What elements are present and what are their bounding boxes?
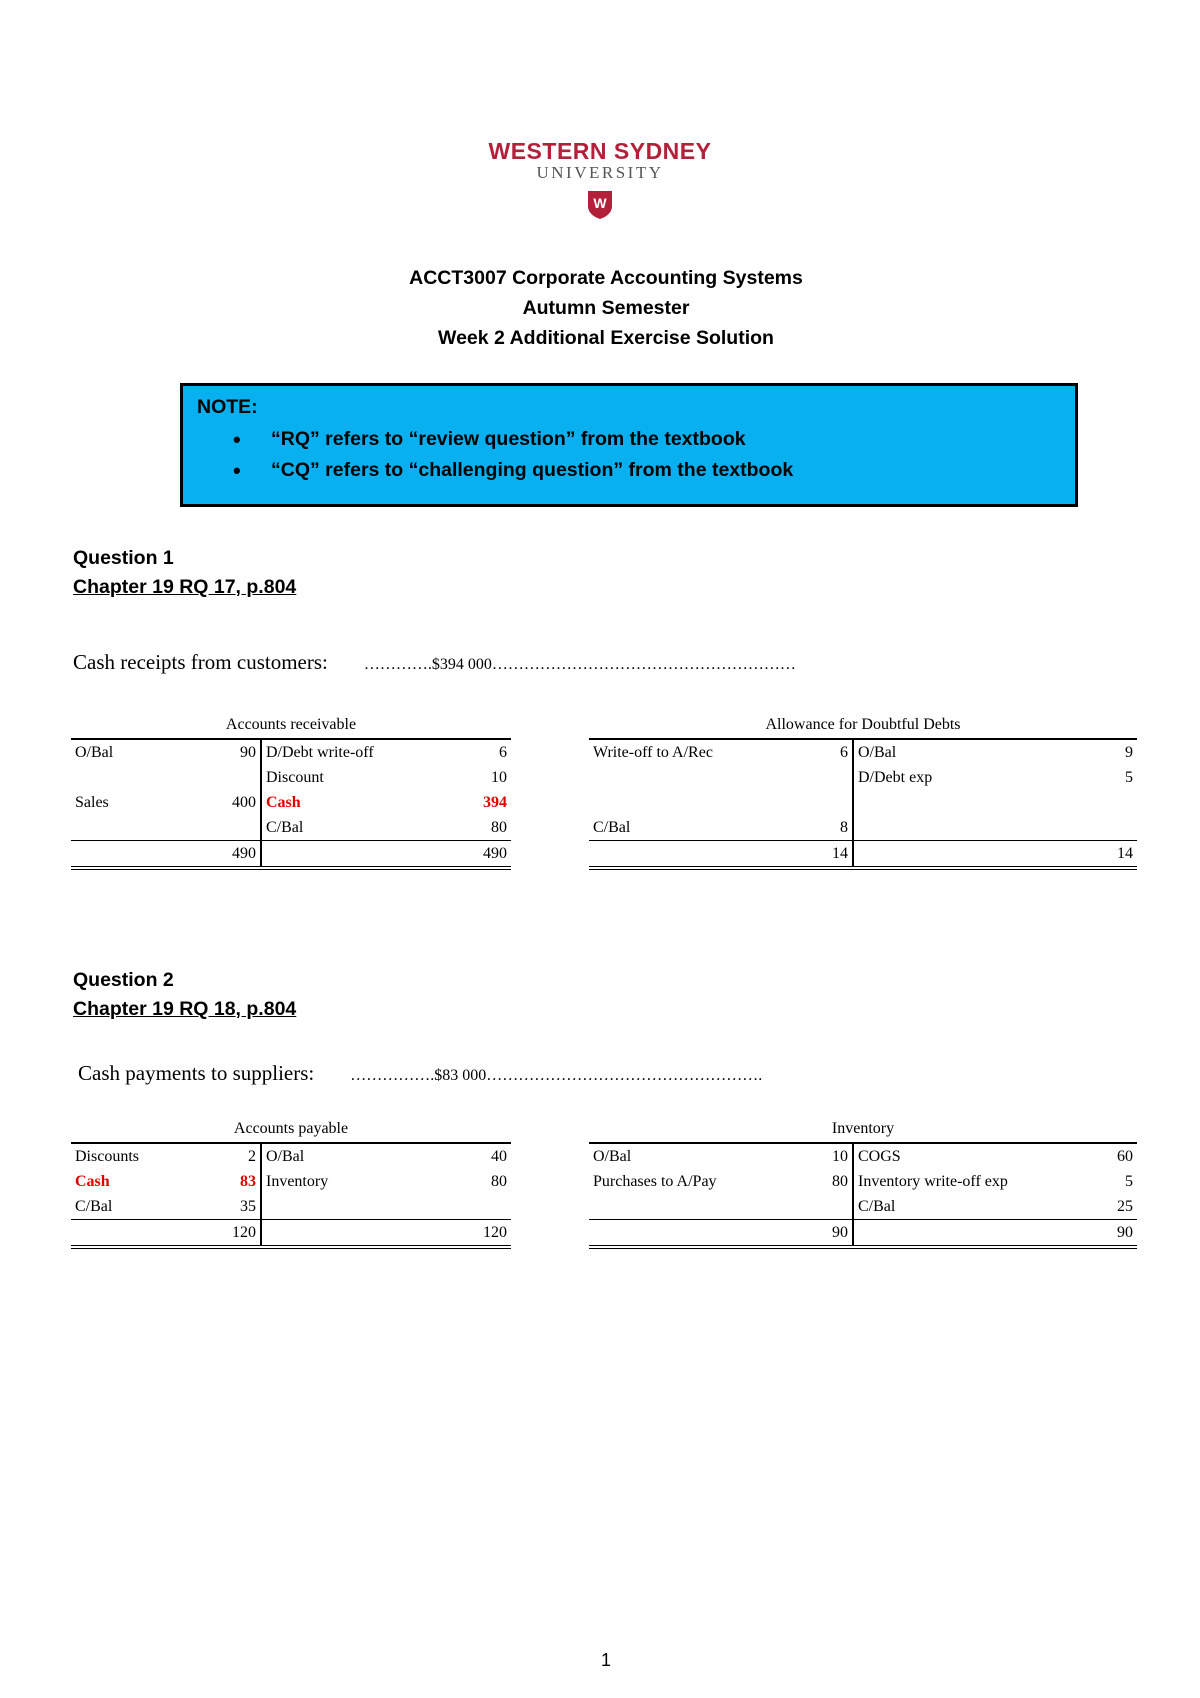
credit-amount: 80 xyxy=(491,1172,507,1190)
page-number: 1 xyxy=(600,1650,611,1670)
debit-label: O/Bal xyxy=(75,743,114,761)
debit-amount xyxy=(789,790,853,815)
t-account-name: Accounts payable xyxy=(233,1120,349,1137)
t-account-accounts-payable xyxy=(71,1120,511,1249)
table-row xyxy=(589,739,1137,765)
debit-amount xyxy=(191,765,261,790)
t-account-name: Allowance for Doubtful Debts xyxy=(765,716,961,733)
total-credit: 90 xyxy=(1073,1220,1137,1248)
credit-amount: 80 xyxy=(431,815,511,841)
exercise-title: Week 2 Additional Exercise Solution xyxy=(438,327,774,349)
credit-label: D/Debt write-off xyxy=(266,743,374,761)
credit-amount-highlight: 394 xyxy=(483,793,507,811)
credit-label: Inventory xyxy=(266,1172,329,1190)
note-label: NOTE: xyxy=(197,396,258,418)
question2-heading xyxy=(73,966,296,1024)
total-credit: 490 xyxy=(431,841,511,869)
question2-title: Question 2 xyxy=(73,969,174,991)
debit-label xyxy=(71,765,191,790)
question1-title: Question 1 xyxy=(73,547,174,569)
t-account-allowance-doubtful-debts xyxy=(589,716,1137,870)
credit-label-highlight: Cash xyxy=(266,793,301,811)
debit-label: C/Bal xyxy=(589,815,789,841)
course-title: ACCT3007 Corporate Accounting Systems xyxy=(409,267,803,289)
total-spacer xyxy=(853,1220,1073,1248)
table-row xyxy=(71,1194,511,1220)
debit-amount: 80 xyxy=(789,1169,853,1194)
debit-amount: 35 xyxy=(191,1194,261,1220)
debit-label xyxy=(71,815,191,841)
credit-amount: 10 xyxy=(491,768,507,786)
question2-calculation xyxy=(78,1061,762,1086)
total-debit: 90 xyxy=(789,1220,853,1248)
credit-label: D/Debt exp xyxy=(858,768,933,786)
question2-reference: Chapter 19 RQ 18, p.804 xyxy=(73,998,297,1020)
question2-calc-label: Cash payments to suppliers: xyxy=(78,1061,315,1085)
total-credit: 14 xyxy=(1073,841,1137,869)
debit-label: O/Bal xyxy=(593,1147,632,1165)
shield-icon xyxy=(587,190,613,220)
t-account-table xyxy=(71,1142,511,1249)
table-row xyxy=(589,815,1137,841)
credit-amount: 5 xyxy=(1125,1172,1133,1190)
debit-label xyxy=(589,790,789,815)
question1-calc-label: Cash receipts from customers: xyxy=(73,650,328,674)
table-row xyxy=(71,739,511,765)
credit-label xyxy=(853,815,1073,841)
credit-amount: 9 xyxy=(1125,743,1133,761)
t-account-accounts-receivable xyxy=(71,716,511,870)
t-account-table xyxy=(71,738,511,870)
question2-calc-value: …………….$83 000……………………………………………. xyxy=(350,1067,763,1084)
t-account-name: Accounts receivable xyxy=(225,716,357,733)
question1-calculation xyxy=(73,650,796,675)
total-debit: 14 xyxy=(789,841,853,869)
debit-label: Sales xyxy=(75,793,109,811)
semester: Autumn Semester xyxy=(522,297,690,319)
table-row xyxy=(71,790,511,815)
total-spacer xyxy=(589,1220,789,1248)
total-row xyxy=(589,1220,1137,1248)
debit-amount xyxy=(191,815,261,841)
credit-amount: 6 xyxy=(499,743,507,761)
debit-amount: 400 xyxy=(191,790,261,815)
t-account-table xyxy=(589,738,1137,870)
total-row xyxy=(589,841,1137,869)
debit-amount xyxy=(789,1194,853,1220)
debit-amount: 8 xyxy=(789,815,853,841)
debit-amount xyxy=(789,765,853,790)
debit-amount-highlight: 83 xyxy=(191,1169,261,1194)
credit-label: C/Bal xyxy=(261,815,431,841)
logo-line1: WESTERN SYDNEY xyxy=(488,138,712,164)
t-account-name: Inventory xyxy=(831,1120,895,1137)
note-box xyxy=(180,383,1078,507)
total-spacer xyxy=(853,841,1073,869)
table-row xyxy=(71,1143,511,1169)
debit-label: Discounts xyxy=(75,1147,139,1165)
table-row xyxy=(71,765,511,790)
credit-amount: 5 xyxy=(1125,768,1133,786)
note-list xyxy=(183,424,793,486)
t-account-inventory xyxy=(589,1120,1137,1249)
credit-amount xyxy=(1073,815,1137,841)
credit-label: Discount xyxy=(266,768,324,786)
total-spacer xyxy=(71,1220,191,1248)
credit-label: Inventory write-off exp xyxy=(858,1172,1008,1190)
total-row xyxy=(71,841,511,869)
shield-letter: W xyxy=(593,195,607,211)
table-row xyxy=(589,1194,1137,1220)
credit-amount: 25 xyxy=(1073,1194,1137,1220)
table-row xyxy=(71,1169,511,1194)
table-row xyxy=(589,1169,1137,1194)
total-spacer xyxy=(261,841,431,869)
debit-amount: 2 xyxy=(191,1143,261,1169)
table-row xyxy=(589,790,1137,815)
debit-amount: 6 xyxy=(789,739,853,765)
total-credit: 120 xyxy=(431,1220,511,1248)
question1-reference: Chapter 19 RQ 17, p.804 xyxy=(73,576,297,598)
t-account-table xyxy=(589,1142,1137,1249)
credit-label: O/Bal xyxy=(266,1147,305,1165)
credit-label xyxy=(853,790,1073,815)
credit-label: O/Bal xyxy=(858,743,897,761)
table-row xyxy=(71,815,511,841)
total-spacer xyxy=(261,1220,431,1248)
credit-label xyxy=(261,1194,431,1220)
table-row xyxy=(589,1143,1137,1169)
debit-label: C/Bal xyxy=(71,1194,191,1220)
credit-label: COGS xyxy=(858,1147,901,1165)
debit-label: Write-off to A/Rec xyxy=(593,743,713,761)
note-bullet-cq: • “CQ” refers to “challenging question” from the textbook xyxy=(183,455,793,486)
credit-amount: 40 xyxy=(491,1147,507,1165)
university-logo xyxy=(0,138,1200,220)
question1-calc-value: ………….$394 000………………………………………………… xyxy=(363,656,796,673)
debit-amount: 10 xyxy=(789,1143,853,1169)
table-row xyxy=(589,765,1137,790)
logo-line2: UNIVERSITY xyxy=(536,163,664,182)
total-spacer xyxy=(589,841,789,869)
debit-label: Purchases to A/Pay xyxy=(593,1172,717,1190)
total-debit: 490 xyxy=(191,841,261,869)
credit-label: C/Bal xyxy=(853,1194,1073,1220)
note-bullet-rq: • “RQ” refers to “review question” from the textbook xyxy=(183,424,793,455)
question1-heading xyxy=(73,544,296,602)
credit-amount: 60 xyxy=(1117,1147,1133,1165)
debit-amount: 90 xyxy=(191,739,261,765)
document-title xyxy=(0,263,1200,353)
credit-amount xyxy=(431,1194,511,1220)
total-spacer xyxy=(71,841,191,869)
total-row xyxy=(71,1220,511,1248)
debit-label xyxy=(589,765,789,790)
debit-label-highlight: Cash xyxy=(75,1172,110,1190)
credit-amount xyxy=(1073,790,1137,815)
total-debit: 120 xyxy=(191,1220,261,1248)
debit-label xyxy=(589,1194,789,1220)
